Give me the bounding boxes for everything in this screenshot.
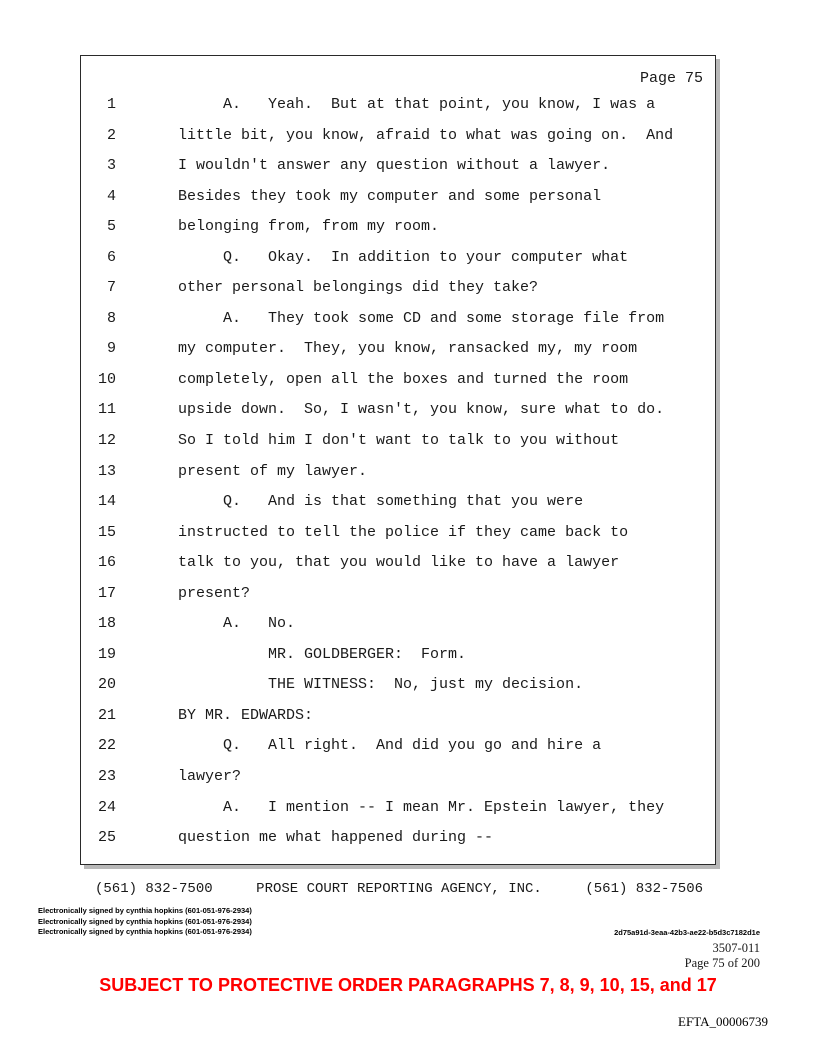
document-guid: 2d75a91d-3eaa-42b3-ae22-b5d3c7182d1e [614,928,760,937]
line-number: 15 [97,523,116,541]
transcript-line [81,279,715,310]
line-text: I wouldn't answer any question without a lawyer. [178,157,611,175]
line-text: A. No. [178,615,296,633]
line-text: belonging from, from my room. [178,218,440,236]
signature-block [38,906,252,938]
protective-order-stamp: SUBJECT TO PROTECTIVE ORDER PARAGRAPHS 7, 8, 9, 10, 15, and 17 [99,975,717,995]
line-number: 23 [97,768,116,786]
transcript-line [81,463,715,494]
line-number: 9 [106,340,116,358]
line-number: 21 [97,706,116,724]
production-number: 3507-011 [712,941,760,955]
line-text: Q. All right. And did you go and hire a [178,737,602,755]
line-text: BY MR. EDWARDS: [178,706,314,724]
signature-line: Electronically signed by cynthia hopkins (601-051-976-2934) [38,916,252,926]
transcript-line [81,401,715,432]
line-number: 11 [97,401,116,419]
line-text: A. Yeah. But at that point, you know, I was a [178,96,656,113]
transcript-line [81,249,715,280]
transcript-line [81,799,715,830]
transcript-line [81,127,715,158]
transcript-line [81,768,715,799]
transcript-lines [81,96,715,860]
transcript-line [81,340,715,371]
line-text: completely, open all the boxes and turned the room [178,370,629,388]
transcript-sheet [80,55,716,865]
line-text: lawyer? [178,768,242,786]
phone-right: (561) 832-7506 [585,881,703,897]
transcript-line [81,646,715,677]
bates-number: EFTA_00006739 [678,1014,768,1029]
signature-line: Electronically signed by cynthia hopkins (601-051-976-2934) [38,906,252,915]
line-number: 8 [106,309,116,327]
line-number: 20 [97,676,116,694]
transcript-line [81,676,715,707]
transcript-line [81,737,715,768]
line-text: question me what happened during -- [178,829,494,847]
line-number: 3 [106,157,116,175]
transcript-line [81,188,715,219]
line-text: instructed to tell the police if they came back to [178,523,629,541]
line-text: Besides they took my computer and some personal [178,187,602,205]
transcript-line [81,432,715,463]
line-number: 17 [97,584,116,602]
line-number: 16 [97,554,116,572]
line-number: 19 [97,645,116,663]
line-number: 6 [106,248,116,266]
phone-left: (561) 832-7500 [95,881,213,897]
line-number: 24 [97,798,116,816]
line-number: 5 [106,218,116,236]
transcript-line [81,829,715,860]
page-count-label: Page 75 of 200 [684,956,760,970]
line-text: A. I mention -- I mean Mr. Epstein lawyer, they [178,798,665,816]
line-number: 7 [106,279,116,297]
transcript-line [81,96,715,127]
transcript-line [81,585,715,616]
line-number: 10 [97,370,116,388]
transcript-line [81,310,715,341]
line-text: upside down. So, I wasn't, you know, sure what to do. [178,401,665,419]
reporter-footer [95,881,703,897]
line-number: 25 [97,829,116,847]
line-number: 4 [106,187,116,205]
line-number: 13 [97,462,116,480]
transcript-line [81,524,715,555]
signature-line: Electronically signed by cynthia hopkins (601-051-976-2934) [38,927,252,937]
line-text: Q. Okay. In addition to your computer what [178,248,629,266]
line-text: So I told him I don't want to talk to you without [178,432,620,450]
transcript-line [81,493,715,524]
line-number: 22 [97,737,116,755]
line-number: 14 [97,493,116,511]
line-text: MR. GOLDBERGER: Form. [178,645,467,663]
line-text: talk to you, that you would like to have a lawyer [178,554,620,572]
line-text: present of my lawyer. [178,462,368,480]
transcript-line [81,157,715,188]
page-number-label: Page 75 [639,70,703,87]
line-number: 2 [106,126,116,144]
line-text: present? [178,584,251,602]
transcript-line [81,615,715,646]
line-text: A. They took some CD and some storage file from [178,309,665,327]
line-text: my computer. They, you know, ransacked my, my room [178,340,638,358]
line-number: 18 [97,615,116,633]
transcript-line [81,554,715,585]
line-text: THE WITNESS: No, just my decision. [178,676,584,694]
line-number: 1 [106,96,116,113]
transcript-line [81,371,715,402]
line-number: 12 [97,432,116,450]
agency-name: PROSE COURT REPORTING AGENCY, INC. [256,881,542,897]
transcript-line [81,218,715,249]
line-text: other personal belongings did they take? [178,279,539,297]
transcript-line [81,707,715,738]
line-text: Q. And is that something that you were [178,493,584,511]
line-text: little bit, you know, afraid to what was going on. And [178,126,674,144]
